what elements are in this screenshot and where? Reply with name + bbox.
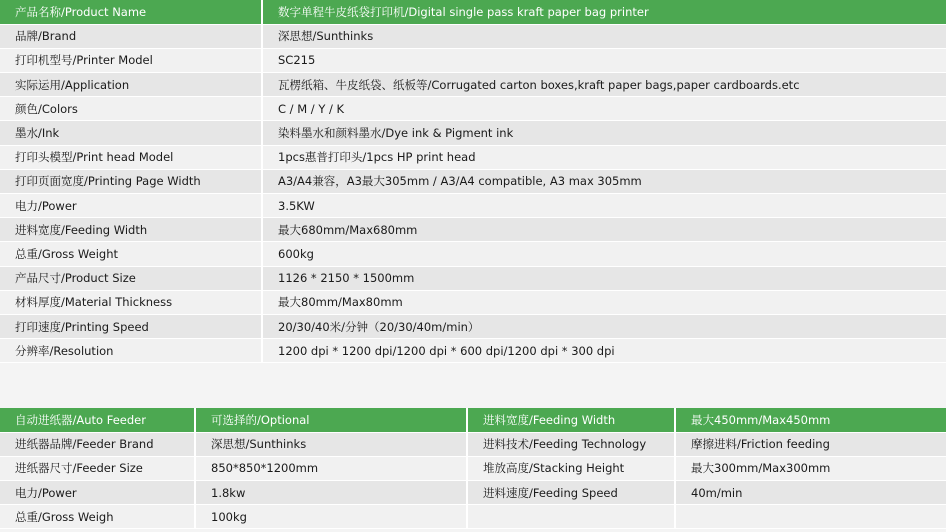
spec-key: 墨水/Ink (0, 121, 262, 145)
spec-row (0, 48, 946, 72)
spec-key: 打印机型号/Printer Model (0, 48, 262, 72)
spec-value: SC215 (262, 48, 946, 72)
feeder-cell: 进纸器品牌/Feeder Brand (0, 432, 195, 456)
feeder-cell: 进料速度/Feeding Speed (467, 481, 675, 505)
spec-row (0, 24, 946, 48)
feeder-row (0, 481, 946, 505)
feeder-header-row (0, 408, 946, 432)
spec-value: 20/30/40米/分钟（20/30/40m/min） (262, 314, 946, 338)
feeder-cell: 850*850*1200mm (195, 456, 467, 480)
spec-row (0, 290, 946, 314)
spec-row (0, 169, 946, 193)
spec-key: 实际运用/Application (0, 73, 262, 97)
feeder-header-cell: 可选择的/Optional (195, 408, 467, 432)
spec-value: 600kg (262, 242, 946, 266)
feeder-cell: 40m/min (675, 481, 946, 505)
feeder-cell (675, 505, 946, 529)
feeder-cell: 最大300mm/Max300mm (675, 456, 946, 480)
spec-value: 1pcs惠普打印头/1pcs HP print head (262, 145, 946, 169)
spec-row (0, 194, 946, 218)
feeder-cell: 进料技术/Feeding Technology (467, 432, 675, 456)
feeder-cell: 1.8kw (195, 481, 467, 505)
spec-header-key: 产品名称/Product Name (0, 0, 262, 24)
spec-key: 打印头模型/Print head Model (0, 145, 262, 169)
spec-row (0, 73, 946, 97)
spec-row (0, 218, 946, 242)
feeder-cell (467, 505, 675, 529)
spec-row (0, 121, 946, 145)
feeder-cell: 进纸器尺寸/Feeder Size (0, 456, 195, 480)
spec-key: 品牌/Brand (0, 24, 262, 48)
spec-key: 颜色/Colors (0, 97, 262, 121)
spec-value: 最大80mm/Max80mm (262, 290, 946, 314)
feeder-row (0, 456, 946, 480)
feeder-header-cell: 最大450mm/Max450mm (675, 408, 946, 432)
spec-key: 电力/Power (0, 194, 262, 218)
spec-row (0, 266, 946, 290)
spec-row (0, 97, 946, 121)
spec-key: 打印页面宽度/Printing Page Width (0, 169, 262, 193)
spec-value: 瓦楞纸箱、牛皮纸袋、纸板等/Corrugated carton boxes,kraft paper bags,paper cardboards.etc (262, 73, 946, 97)
spec-key: 总重/Gross Weight (0, 242, 262, 266)
spec-key: 进料宽度/Feeding Width (0, 218, 262, 242)
spec-key: 材料厚度/Material Thickness (0, 290, 262, 314)
spec-key: 打印速度/Printing Speed (0, 314, 262, 338)
spec-row (0, 339, 946, 363)
feeder-cell: 堆放高度/Stacking Height (467, 456, 675, 480)
feeder-row (0, 505, 946, 529)
feeder-header-cell: 进料宽度/Feeding Width (467, 408, 675, 432)
spec-row (0, 145, 946, 169)
feeder-cell: 摩擦进料/Friction feeding (675, 432, 946, 456)
spec-row (0, 314, 946, 338)
feeder-cell: 深思想/Sunthinks (195, 432, 467, 456)
spec-value: C / M / Y / K (262, 97, 946, 121)
feeder-row (0, 432, 946, 456)
spec-value: A3/A4兼容，A3最大305mm / A3/A4 compatible, A3 max 305mm (262, 169, 946, 193)
auto-feeder-table (0, 408, 946, 529)
spec-key: 产品尺寸/Product Size (0, 266, 262, 290)
spec-value: 深思想/Sunthinks (262, 24, 946, 48)
spec-value: 染料墨水和颜料墨水/Dye ink & Pigment ink (262, 121, 946, 145)
feeder-cell: 电力/Power (0, 481, 195, 505)
spec-value: 1200 dpi * 1200 dpi/1200 dpi * 600 dpi/1200 dpi * 300 dpi (262, 339, 946, 363)
spec-key: 分辨率/Resolution (0, 339, 262, 363)
spec-value: 3.5KW (262, 194, 946, 218)
spec-header-value: 数字单程牛皮纸袋打印机/Digital single pass kraft paper bag printer (262, 0, 946, 24)
spec-header-row (0, 0, 946, 24)
spec-row (0, 242, 946, 266)
spec-value: 最大680mm/Max680mm (262, 218, 946, 242)
feeder-cell: 总重/Gross Weigh (0, 505, 195, 529)
feeder-header-cell: 自动进纸器/Auto Feeder (0, 408, 195, 432)
section-gap (0, 364, 946, 408)
spec-value: 1126 * 2150 * 1500mm (262, 266, 946, 290)
feeder-cell: 100kg (195, 505, 467, 529)
